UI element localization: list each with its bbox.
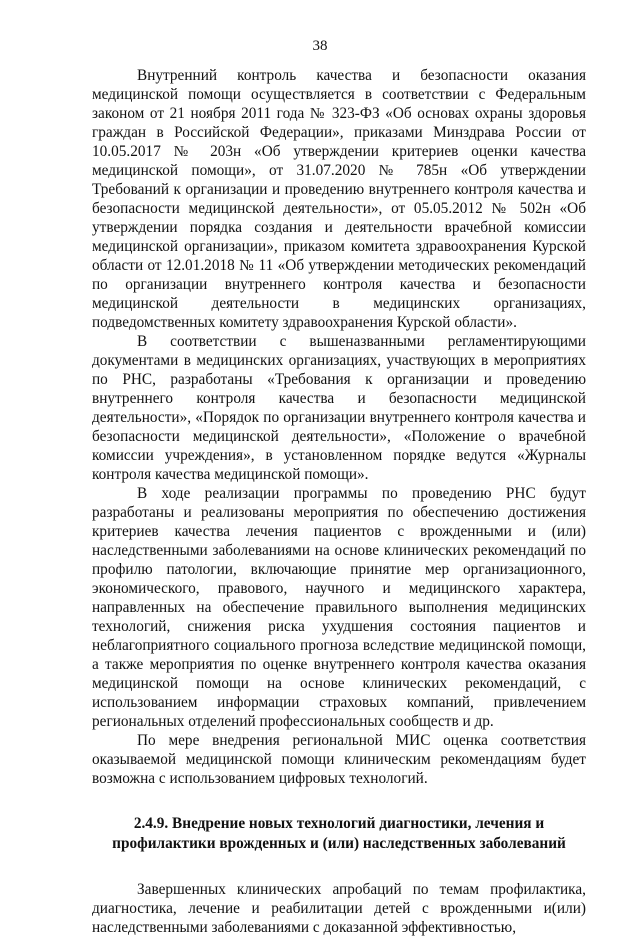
page-number: 38 — [312, 38, 328, 54]
paragraph-internal-control: Внутренний контроль качества и безопасности оказания медицинской помощи осуществляется в соответствии с Федеральным законом от 21 ноября 2011 года № 323-ФЗ «Об основах охраны здоровья граждан в Российской Федерации», приказами Минздрава России от 10.05.2017 № 203н «Об утверждении критериев оценки качества медицинской помощи», от 31.07.2020 № 785н «Об утверждении Требований к организации и проведению внутреннего контроля качества и безопасности медицинской деятельности», от 05.05.2012 № 502н «Об утверждении порядка создания и деятельности врачебной комиссии медицинской организации», приказом комитета здравоохранения Курской области от 12.01.2018 № 11 «Об утверждении методических рекомендаций по организации внутреннего контроля качества и безопасности медицинской деятельности в медицинских организациях, подведомственных комитету здравоохранения Курской области». — [92, 67, 586, 331]
body-text — [92, 66, 586, 937]
section-heading: 2.4.9. Внедрение новых технологий диагностики, лечения и профилактики врожденных и (или) наследственных заболеваний — [112, 815, 566, 852]
paragraph-program-measures: В ходе реализации программы по проведению РНС будут разработаны и реализованы мероприятия по обеспечению достижения критериев качества лечения пациентов с врожденными и (или) наследственными заболеваниями на основе клинических рекомендаций по профилю патологии, включающие принятие мер организационного, экономического, правового, научного и медицинского характера, направленных на обеспечение правильного выполнения медицинских технологий, снижения риска ухудшения состояния пациентов и неблагоприятного социального прогноза вследствие медицинской помощи, а также мероприятия по оценке внутреннего контроля качества оказания медицинской помощи на основе клинических рекомендаций, с использованием информации страховых компаний, привлечением региональных отделений профессиональных сообществ и др. — [92, 485, 586, 730]
paragraph-mis-assessment: По мере внедрения региональной МИС оценка соответствия оказываемой медицинской помощи клиническим рекомендациям будет возможна с использованием цифровых технологий. — [92, 732, 586, 787]
paragraph-clinical-approbations: Завершенных клинических апробаций по темам профилактика, диагностика, лечение и реабилитации детей с врожденными и(или) наследственными заболеваниями с доказанной эффективностью, — [92, 881, 586, 936]
paragraph-regulatory-documents: В соответствии с вышеназванными регламентирующими документами в медицинских организациях, участвующих в мероприятиях по РНС, разработаны «Требования к организации и проведению внутреннего контроля качества и безопасности медицинской деятельности», «Порядок по организации внутреннего контроля качества и безопасности медицинской деятельности», «Положение о врачебной комиссии учреждения», в установленном порядке ведутся «Журналы контроля качества медицинской помощи». — [92, 333, 586, 483]
